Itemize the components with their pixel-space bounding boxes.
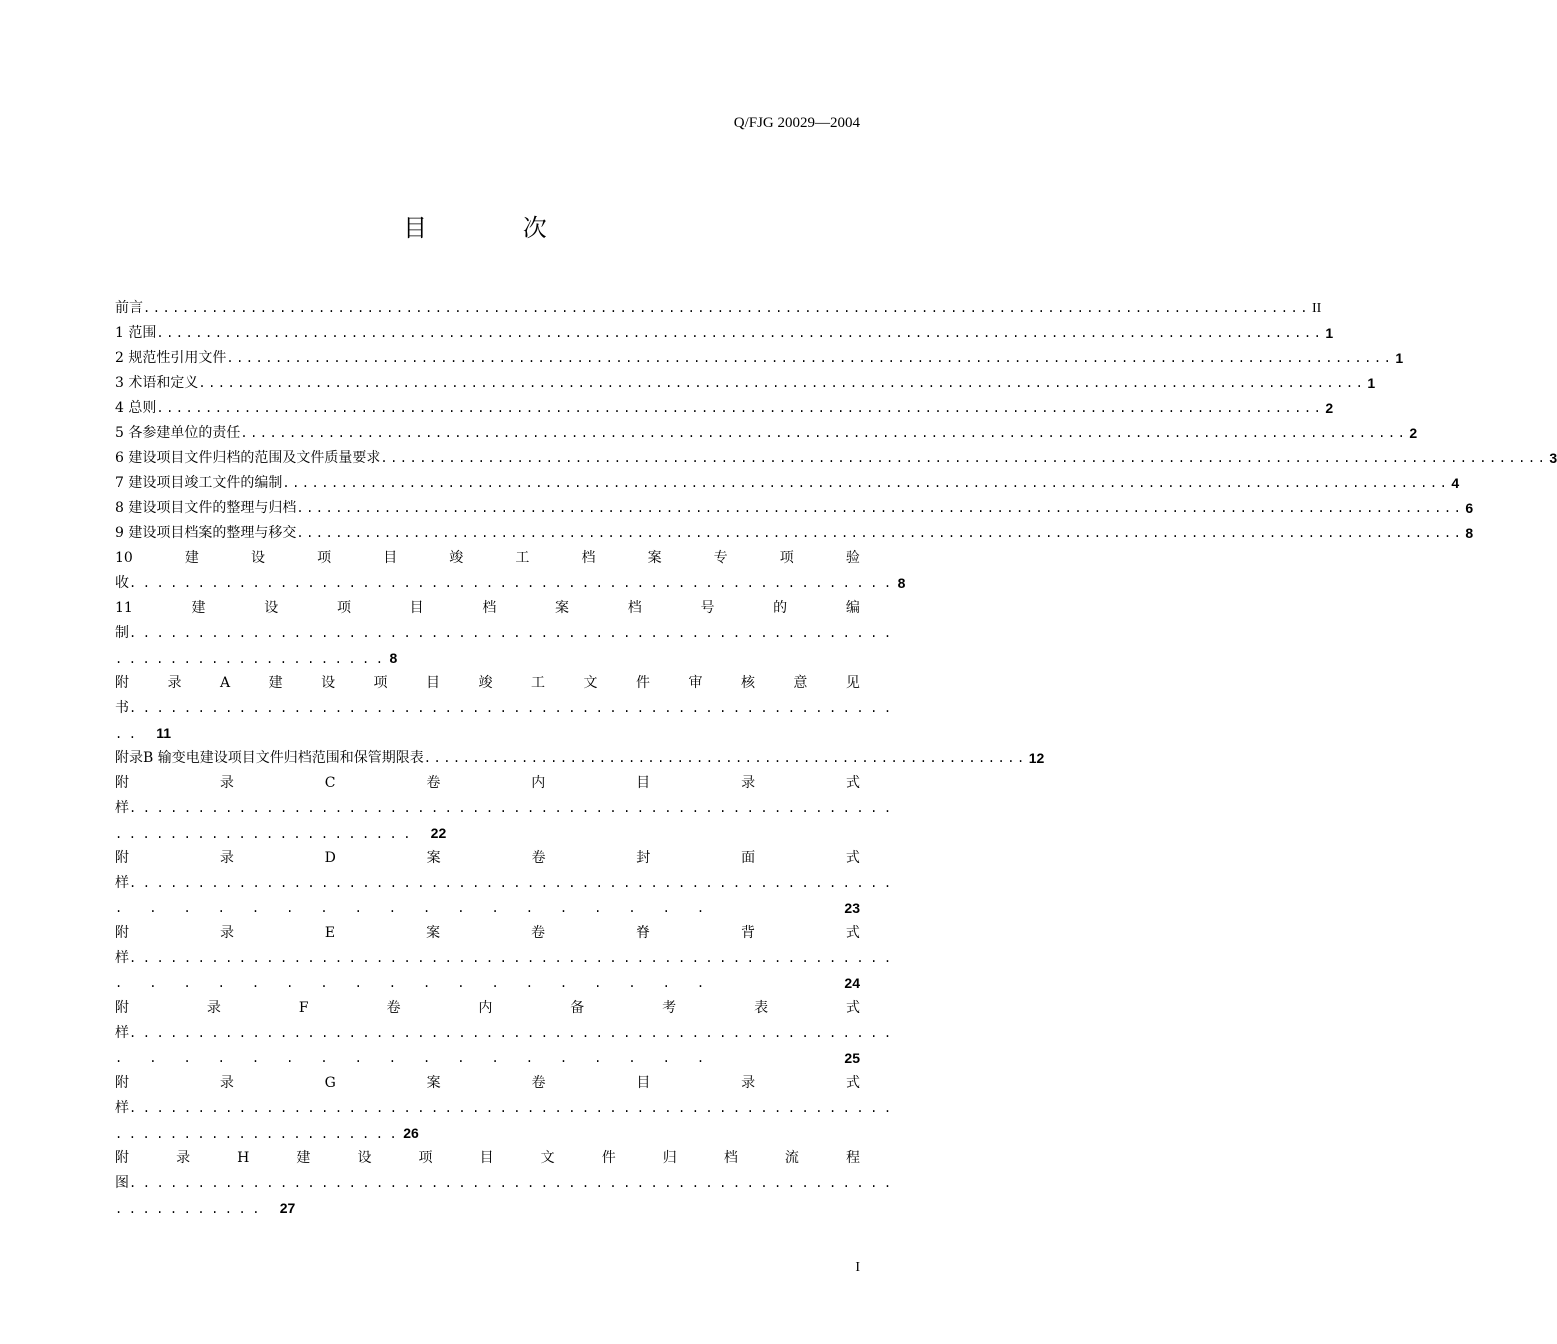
toc-spread-char: 项	[336, 600, 351, 616]
page-number: I	[855, 1260, 860, 1275]
toc-spread-char: 文	[540, 1150, 555, 1166]
toc-spread-char: 项	[373, 675, 388, 691]
toc-entry-11-cont: 制	[115, 625, 129, 641]
toc-spread-char: 案	[426, 850, 441, 866]
toc-entry-appD-line3	[115, 896, 860, 921]
toc-spread-char: 的	[773, 600, 788, 616]
toc-spread-char: 案	[426, 925, 441, 941]
toc-spread-char: 卷	[531, 1075, 546, 1091]
leader-dots: ........................................................................................................................	[296, 526, 1464, 540]
toc-spread-char: 工	[515, 550, 530, 566]
toc-spread-char: 卷	[531, 850, 546, 866]
toc-entry-appH-line3	[115, 1196, 860, 1221]
toc-spread-char: 竣	[449, 550, 464, 566]
toc-entry-appH-page: 27	[279, 1200, 296, 1216]
toc-spread-char: 卷	[426, 775, 441, 791]
toc-spread-char: C	[324, 775, 336, 791]
toc-entry-appF-page: 25	[844, 1050, 860, 1066]
toc-spread-char: 案	[426, 1075, 441, 1091]
toc-entry-appF-line3	[115, 1046, 860, 1071]
toc-spread-char: 式	[845, 850, 860, 866]
leader-dots: ........................................................................................................................	[156, 401, 1324, 415]
toc-entry-page: 1	[1367, 375, 1376, 391]
toc-spread-char: 录	[741, 775, 756, 791]
leader-dots: .....................	[115, 1127, 404, 1141]
toc-spread-char: 设	[264, 600, 279, 616]
toc-spread-char: 式	[845, 775, 860, 791]
leader-dots: ........................................................	[129, 1101, 898, 1115]
toc-entry-label: 8 建设项目文件的整理与归档	[115, 500, 297, 516]
toc-entry-appD-line2	[115, 871, 898, 896]
toc-spread-char: 录	[219, 775, 234, 791]
toc-spread-char: 式	[845, 1075, 860, 1091]
toc-spread-char: 档	[723, 1150, 738, 1166]
toc-entry-appC-cont: 样	[115, 800, 129, 816]
page-title: 目 次	[403, 214, 591, 242]
leader-dots: ........................................................................................................................	[282, 476, 1450, 490]
toc-entry-appG-line2	[115, 1096, 898, 1121]
toc-entry-appA-line1	[115, 671, 860, 696]
toc-entry-10-line2	[115, 571, 906, 596]
toc-spread-char: 脊	[636, 925, 650, 941]
toc-entry	[115, 471, 1460, 496]
toc-spread-char: 案	[555, 600, 570, 616]
toc-spread-char: 11	[115, 600, 133, 616]
toc-spread-char: 审	[688, 675, 703, 691]
toc-entry-appG-line3	[115, 1121, 860, 1146]
toc-spread-char: 录	[176, 1150, 191, 1166]
toc-spread-char: 目	[426, 675, 441, 691]
toc-spread-char: 附	[115, 1000, 129, 1016]
toc-entry-appG-line1	[115, 1071, 860, 1096]
leader-dots: ........................................................	[129, 1176, 898, 1190]
leader-dots: ........................................................	[129, 576, 898, 590]
toc-entry-label: 1 范围	[115, 325, 157, 341]
toc-entry-appG-page: 26	[403, 1125, 419, 1141]
toc-entry	[115, 321, 1334, 346]
toc-spread-char: 件	[601, 1150, 616, 1166]
leader-dots: ........................................................................................................................	[143, 301, 1310, 315]
toc-entry-label: 2 规范性引用文件	[115, 350, 227, 366]
leader-dots: ....................	[115, 652, 390, 666]
toc-spread-char: 录	[219, 850, 234, 866]
leader-dots: ......................	[115, 827, 431, 841]
toc-spread-char: 建	[268, 675, 283, 691]
toc-entry-appB	[115, 746, 1045, 771]
toc-entry-11-page: 8	[389, 650, 398, 666]
toc-entry-11-line3	[115, 646, 860, 671]
leader-dots: ........................................................................................................................	[156, 326, 1324, 340]
toc-spread-char: 10	[115, 550, 133, 566]
toc-entry-appE-line1	[115, 921, 860, 946]
leader-dots: ..................	[115, 976, 732, 990]
leader-dots: ........................................................................................................................	[226, 351, 1394, 365]
toc-entry-appA-page: 11	[156, 725, 171, 741]
leader-dots: ..................	[115, 901, 732, 915]
leader-dots: ..............................................................	[423, 751, 1027, 765]
toc-spread-char: 项	[317, 550, 332, 566]
toc-entry-page: 1	[1325, 325, 1334, 341]
leader-dots: ........................................................................................................................	[296, 501, 1464, 515]
toc-spread-char: 核	[740, 675, 755, 691]
toc-spread-char: 程	[845, 1150, 860, 1166]
toc-spread-char: D	[324, 850, 336, 866]
toc-spread-char: 附	[115, 1075, 129, 1091]
toc-spread-char: 归	[662, 1150, 677, 1166]
toc-spread-char: F	[298, 1000, 309, 1016]
toc-spread-char: H	[237, 1150, 250, 1166]
toc-entry-11-line1	[115, 596, 860, 621]
toc-spread-char: 项	[779, 550, 794, 566]
toc-entry-appA-line3	[115, 721, 860, 746]
toc-entry-appH-line2	[115, 1171, 898, 1196]
toc-entry-page: 2	[1325, 400, 1334, 416]
toc-spread-char: 录	[167, 675, 182, 691]
toc-spread-char: 件	[635, 675, 650, 691]
toc-entry	[115, 346, 1404, 371]
toc-spread-char: G	[324, 1075, 336, 1091]
toc-spread-char: 封	[636, 850, 651, 866]
toc-entry-appA-cont: 书	[115, 700, 129, 716]
toc-spread-char: 档	[482, 600, 497, 616]
table-of-contents	[115, 296, 1557, 1221]
leader-dots: ...........	[115, 1202, 280, 1216]
toc-entry	[115, 396, 1334, 421]
toc-entry-label: 7 建设项目竣工文件的编制	[115, 475, 283, 491]
toc-spread-char: A	[219, 675, 231, 691]
toc-spread-char: 流	[784, 1150, 799, 1166]
toc-spread-char: 文	[583, 675, 598, 691]
toc-spread-char: 设	[321, 675, 336, 691]
toc-entry	[115, 371, 1376, 396]
toc-entry-label: 9 建设项目档案的整理与移交	[115, 525, 297, 541]
toc-entry	[115, 296, 1322, 321]
toc-entry-page: 4	[1451, 475, 1460, 491]
toc-spread-char: 目	[636, 775, 651, 791]
toc-entry-appE-line2	[115, 946, 898, 971]
toc-spread-char: 录	[741, 1075, 756, 1091]
toc-entry-appC-line3	[115, 821, 860, 846]
toc-spread-char: 编	[845, 600, 860, 616]
toc-spread-char: 录	[219, 925, 234, 941]
toc-entry-appH-line1	[115, 1146, 860, 1171]
toc-entry-10-page: 8	[897, 575, 906, 591]
toc-entry-10-line1	[115, 546, 860, 571]
toc-entry-page: 6	[1465, 500, 1474, 516]
toc-spread-char: 附	[115, 775, 129, 791]
toc-entry-appC-line1	[115, 771, 860, 796]
toc-spread-char: 目	[409, 600, 424, 616]
toc-spread-char: 备	[570, 1000, 585, 1016]
toc-spread-char: 档	[581, 550, 596, 566]
toc-spread-char: 案	[647, 550, 662, 566]
leader-dots: ........................................................................................................................	[240, 426, 1408, 440]
toc-spread-char: 附	[115, 1150, 129, 1166]
toc-entry-appD-line1	[115, 846, 860, 871]
toc-spread-char: 卷	[531, 925, 546, 941]
toc-entry	[115, 496, 1474, 521]
toc-entry-label: 前言	[115, 300, 143, 316]
toc-entry-page: II	[1311, 301, 1322, 316]
toc-spread-char: 式	[845, 925, 860, 941]
toc-entry-appG-cont: 样	[115, 1100, 129, 1116]
toc-spread-char: 表	[754, 1000, 769, 1016]
toc-entry-appD-cont: 样	[115, 875, 129, 891]
document-code: Q/FJG 20029—2004	[733, 115, 860, 131]
toc-spread-char: 式	[845, 1000, 860, 1016]
toc-entry-page: 1	[1395, 350, 1404, 366]
toc-spread-char: 建	[184, 550, 199, 566]
leader-dots: ........................................................	[129, 951, 898, 965]
toc-entry-page: 2	[1409, 425, 1418, 441]
toc-spread-char: 录	[219, 1075, 234, 1091]
toc-entry-label: 6 建设项目文件归档的范围及文件质量要求	[115, 450, 381, 466]
toc-entry-page: 8	[1465, 525, 1474, 541]
toc-spread-char: 档	[627, 600, 642, 616]
toc-entry-label: 5 各参建单位的责任	[115, 425, 241, 441]
toc-entry-appB-page: 12	[1028, 750, 1045, 766]
toc-entry-appC-page: 22	[430, 825, 447, 841]
toc-entry-11-line2	[115, 621, 898, 646]
toc-entry	[115, 446, 1557, 471]
toc-entry-appE-page: 24	[844, 975, 860, 991]
toc-entry-appB-label: 附录B 输变电建设项目文件归档范围和保管期限表	[115, 750, 424, 766]
toc-spread-char: 目	[383, 550, 398, 566]
toc-spread-char: 录	[206, 1000, 221, 1016]
toc-spread-char: 项	[418, 1150, 433, 1166]
toc-spread-char: 竣	[478, 675, 493, 691]
toc-spread-char: 目	[636, 1075, 651, 1091]
toc-entry-appC-line2	[115, 796, 898, 821]
toc-spread-char: 内	[531, 775, 546, 791]
leader-dots: ........................................................	[129, 701, 898, 715]
toc-spread-char: 附	[115, 925, 129, 941]
leader-dots: ........................................................................................................................	[380, 451, 1548, 465]
toc-spread-char: 号	[700, 600, 715, 616]
toc-spread-char: E	[324, 925, 336, 941]
toc-entry	[115, 521, 1474, 546]
toc-entry-page: 3	[1549, 450, 1557, 466]
toc-spread-char: 附	[115, 850, 129, 866]
toc-entry-appA-line2	[115, 696, 898, 721]
toc-spread-char: 意	[793, 675, 808, 691]
toc-spread-char: 考	[662, 1000, 677, 1016]
toc-spread-char: 工	[531, 675, 545, 691]
toc-entry-appF-line1	[115, 996, 860, 1021]
toc-spread-char: 专	[713, 550, 728, 566]
toc-spread-char: 背	[740, 925, 755, 941]
toc-spread-char: 目	[479, 1150, 494, 1166]
leader-dots: ..	[115, 727, 157, 741]
leader-dots: ........................................................	[129, 801, 898, 815]
toc-entry-label: 4 总则	[115, 400, 157, 416]
leader-dots: ........................................................	[129, 876, 898, 890]
leader-dots: ........................................................	[129, 626, 898, 640]
toc-spread-char: 设	[357, 1150, 372, 1166]
leader-dots: ..................	[115, 1051, 732, 1065]
toc-spread-char: 验	[845, 550, 860, 566]
toc-entry-appF-cont: 样	[115, 1025, 129, 1041]
toc-spread-char: 见	[845, 675, 860, 691]
toc-entry-appE-line3	[115, 971, 860, 996]
toc-spread-char: 卷	[386, 1000, 401, 1016]
toc-entry-10-cont: 收	[115, 575, 129, 591]
leader-dots: ........................................................	[129, 1026, 898, 1040]
leader-dots: ........................................................................................................................	[198, 376, 1366, 390]
toc-entry	[115, 421, 1418, 446]
toc-spread-char: 建	[191, 600, 206, 616]
toc-entry-appD-page: 23	[844, 900, 860, 916]
toc-entry-label: 3 术语和定义	[115, 375, 199, 391]
toc-spread-char: 建	[296, 1150, 311, 1166]
toc-entry-appF-line2	[115, 1021, 898, 1046]
toc-spread-char: 附	[115, 675, 129, 691]
toc-spread-char: 内	[478, 1000, 493, 1016]
toc-entry-appE-cont: 样	[115, 950, 129, 966]
toc-spread-char: 设	[251, 550, 266, 566]
toc-entry-appH-cont: 图	[115, 1175, 129, 1191]
toc-spread-char: 面	[741, 850, 756, 866]
